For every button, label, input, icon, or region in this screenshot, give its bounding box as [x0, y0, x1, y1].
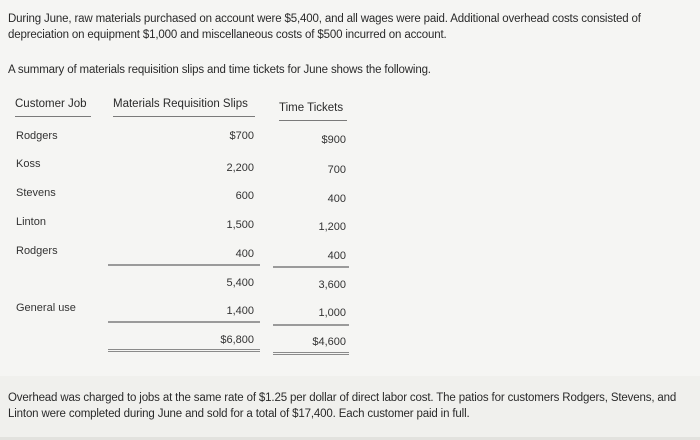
header-customer-job: Customer Job	[15, 98, 87, 110]
row-4-time: 1,200	[318, 221, 346, 233]
double-rule-materials	[108, 349, 260, 352]
general-use-materials: 1,400	[226, 305, 254, 317]
subtotal-time: 3,600	[318, 279, 346, 291]
subtotal-rule-materials	[108, 264, 260, 266]
row-3-job: Stevens	[16, 187, 56, 199]
row-1-materials: $700	[229, 130, 254, 142]
general-use-time: 1,000	[318, 307, 346, 319]
total-rule-materials	[108, 321, 260, 323]
header-materials-requisition-slips: Materials Requisition Slips	[113, 98, 248, 110]
row-2-job: Koss	[16, 158, 41, 170]
row-1-job: Rodgers	[16, 130, 58, 142]
double-rule-time	[273, 352, 349, 355]
row-4-job: Linton	[16, 216, 46, 228]
row-3-time: 400	[327, 193, 346, 205]
header-underline-time	[279, 120, 347, 121]
row-2-time: 700	[327, 164, 346, 176]
header-underline-job	[15, 116, 91, 117]
total-materials: $6,800	[220, 334, 254, 346]
row-5-materials: 400	[235, 248, 254, 260]
row-4-materials: 1,500	[226, 219, 254, 231]
row-1-time: $900	[321, 134, 346, 146]
general-use-label: General use	[16, 302, 76, 314]
total-time: $4,600	[312, 336, 346, 348]
intro-paragraph: During June, raw materials purchased on account were $5,400, and all wages were paid. Additional overhead costs consisted of depreciation on equipment $1,000 and miscellaneous costs of $500 incurred on account.	[8, 13, 641, 41]
subtotal-materials: 5,400	[226, 277, 254, 289]
header-time-tickets: Time Tickets	[279, 102, 344, 114]
summary-sentence: A summary of materials requisition slips and time tickets for June shows the following.	[8, 64, 431, 76]
total-rule-time	[273, 324, 349, 326]
row-2-materials: 2,200	[226, 162, 254, 174]
subtotal-rule-time	[273, 266, 349, 268]
header-underline-materials	[113, 116, 255, 117]
row-3-materials: 600	[235, 190, 254, 202]
row-5-time: 400	[327, 250, 346, 262]
closing-paragraph: Overhead was charged to jobs at the same rate of $1.25 per dollar of direct labor cost. The patios for customers Rodgers, Stevens, and Linton were completed during June and sold for a total of $17,400. Each customer paid in full.	[8, 392, 677, 420]
row-5-job: Rodgers	[16, 245, 58, 257]
